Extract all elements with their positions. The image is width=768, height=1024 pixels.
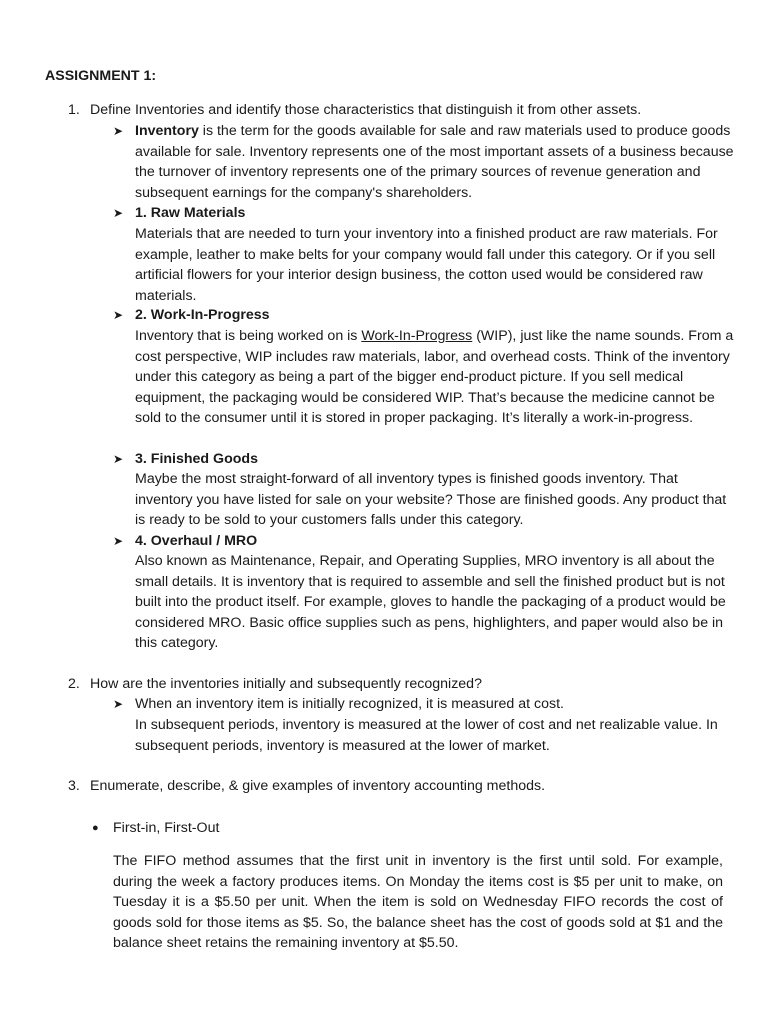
question-number: 3.	[68, 778, 80, 794]
finished-goods-text: Maybe the most straight-forward of all inventory types is finished goods inventory. That inventory you have listed for sale on your website? Those are finished goods. Any product that is ready to be sold to your customers falls under this category.	[135, 471, 727, 528]
recognition-answer-2: In subsequent periods, inventory is measured at the lower of cost and net realizable value. In subsequent periods, inventory is measured at the lower of market.	[135, 717, 718, 754]
fifo-method-label: First-in, First-Out	[113, 820, 220, 836]
recognition-answer-1: When an inventory item is initially recognized, it is measured at cost.	[135, 696, 564, 712]
arrowhead-bullet-icon: ➤	[113, 697, 124, 711]
wip-text-start: Inventory that is being worked on is	[135, 328, 362, 344]
work-in-progress-text	[135, 326, 735, 429]
question-text: How are the inventories initially and subsequently recognized?	[90, 676, 482, 692]
arrowhead-bullet-icon: ➤	[113, 534, 124, 548]
question-number: 1.	[68, 102, 80, 118]
assignment-title: ASSIGNMENT 1:	[45, 68, 157, 84]
fifo-description: The FIFO method assumes that the first unit in inventory is the first until sold. For example, during the week a factory produces items. On Monday the items cost is $5 per unit to make, on Tuesday it is a $5.50 per unit. When the item is sold on Wednesday FIFO records the cost of goods sold for those items as $5. So, the balance sheet has the cost of goods sold at $1 and the balance sheet retains the remaining inventory at $5.50.	[113, 853, 723, 951]
raw-materials-text: Materials that are needed to turn your inventory into a finished product are raw materials. For example, leather to make belts for your company would fall under this category. Or if you sell artificial flowers for your interior design business, the cotton used would be considered raw materials.	[135, 226, 718, 304]
question-number: 2.	[68, 676, 80, 692]
inventory-definition-text: is the term for the goods available for sale and raw materials used to produce goods available for sale. Inventory represents one of the most important assets of a business because the turnover of inventory represents one of the primary sources of revenue generation and subsequent earnings for the company's shareholders.	[135, 123, 734, 201]
question-text: Define Inventories and identify those characteristics that distinguish it from other assets.	[90, 102, 642, 118]
work-in-progress-link[interactable]: Work-In-Progress	[361, 328, 473, 344]
finished-goods-heading: 3. Finished Goods	[135, 451, 258, 467]
overhaul-mro-heading: 4. Overhaul / MRO	[135, 533, 258, 549]
raw-materials-heading: 1. Raw Materials	[135, 205, 246, 221]
arrowhead-bullet-icon: ➤	[113, 452, 124, 466]
arrowhead-bullet-icon: ➤	[113, 124, 124, 138]
arrowhead-bullet-icon: ➤	[113, 206, 124, 220]
question-text: Enumerate, describe, & give examples of inventory accounting methods.	[90, 778, 546, 794]
wip-text-rest: (WIP), just like the name sounds. From a cost perspective, WIP includes raw materials, labor, and overhead costs. Think of the inventory under this category as being a part of the bigger end-product picture. If you sell medical equipment, the packaging would be considered WIP. That’s because the medicine cannot be sold to the consumer until it is stored in proper packaging. It’s literally a work-in-progress.	[135, 328, 734, 426]
arrowhead-bullet-icon: ➤	[113, 308, 124, 322]
overhaul-mro-text: Also known as Maintenance, Repair, and Operating Supplies, MRO inventory is all about the small details. It is inventory that is required to assemble and sell the finished product but is not built into the product itself. For example, gloves to handle the packaging of a product would be considered MRO. Basic office supplies such as pens, highlighters, and paper would also be in this category.	[135, 553, 726, 651]
inventory-term: Inventory	[135, 123, 199, 139]
inventory-definition	[135, 121, 735, 203]
round-bullet-icon: ●	[92, 822, 99, 834]
work-in-progress-heading: 2. Work-In-Progress	[135, 307, 270, 323]
